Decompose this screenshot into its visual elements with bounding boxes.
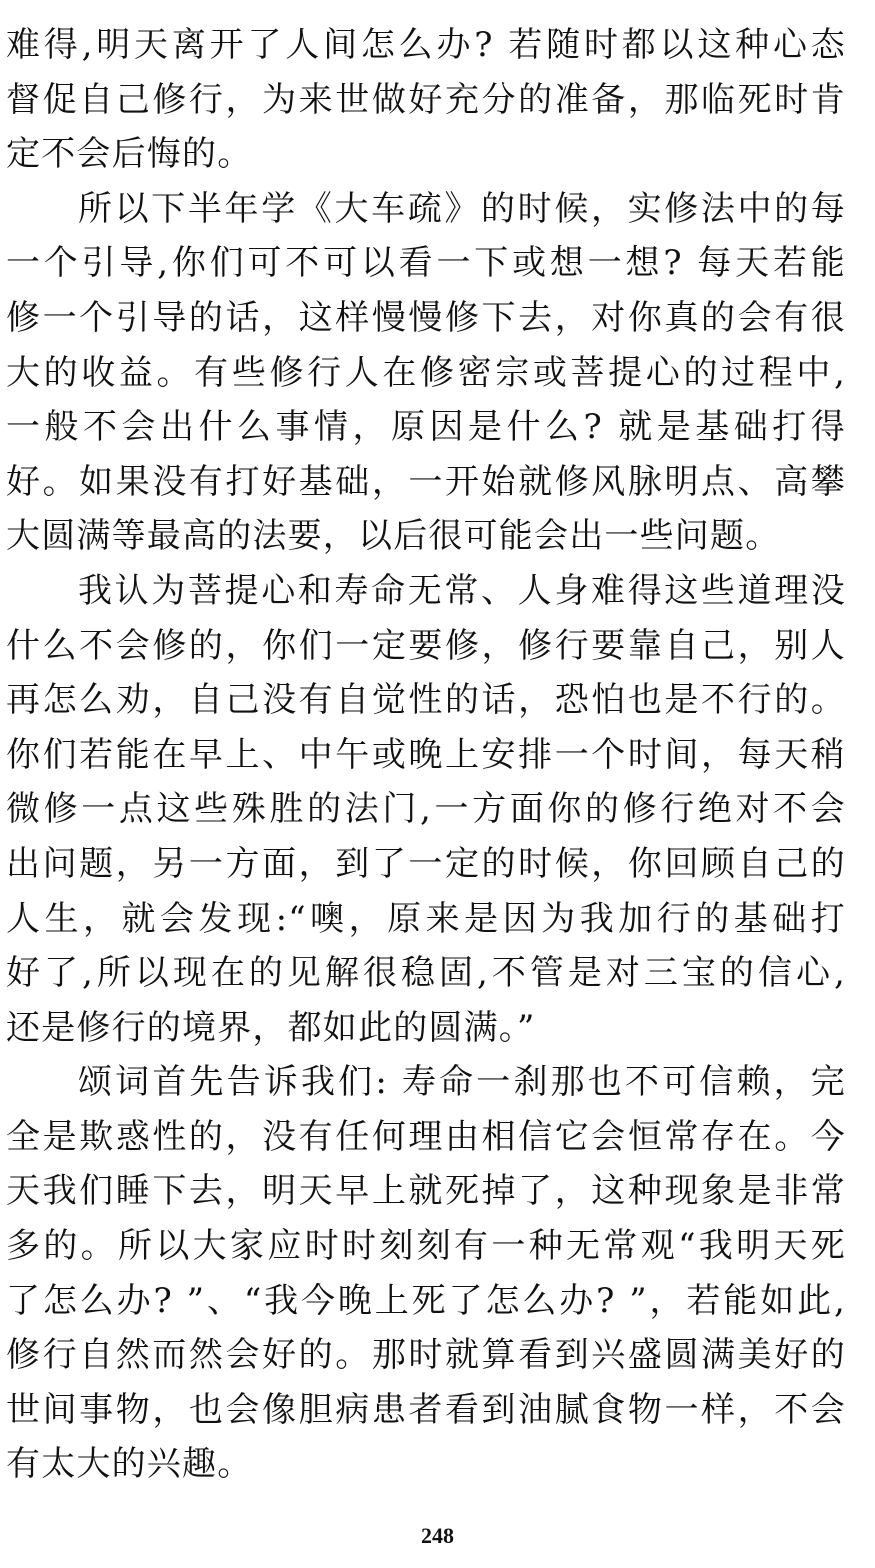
text-line: 所以下半年学《大车疏》的时候，实修法中的每 <box>78 188 846 229</box>
text-line: 好了,所以现在的见解很稳固,不管是对三宝的信心, <box>6 953 846 994</box>
text-line: 一般不会出什么事情，原因是什么? 就是基础打得 <box>6 407 846 448</box>
text-line: 大的收益。有些修行人在修密宗或菩提心的过程中, <box>6 352 846 393</box>
text-line: 有太大的兴趣。 <box>6 1444 253 1485</box>
text-line: 出问题，另一方面，到了一定的时候，你回顾自己的 <box>6 843 846 884</box>
text-line: 人生，就会发现:“噢，原来是因为我加行的基础打 <box>6 898 846 939</box>
text-line: 多的。所以大家应时时刻刻有一种无常观“我明天死 <box>6 1226 846 1267</box>
text-line: 我认为菩提心和寿命无常、人身难得这些道理没 <box>78 570 846 611</box>
text-line: 你们若能在早上、中午或晚上安排一个时间，每天稍 <box>6 734 846 775</box>
paragraph <box>6 564 846 1055</box>
paragraph <box>6 182 846 564</box>
body-text <box>6 18 846 1492</box>
text-line: 大圆满等最高的法要，以后很可能会出一些问题。 <box>6 516 781 557</box>
text-line: 好。如果没有打好基础，一开始就修风脉明点、高攀 <box>6 461 846 502</box>
page-number: 248 <box>421 1523 454 1548</box>
text-line: 什么不会修的，你们一定要修，修行要靠自己，别人 <box>6 625 846 666</box>
text-line: 世间事物，也会像胆病患者看到油腻食物一样，不会 <box>6 1389 846 1430</box>
paragraph <box>6 18 846 182</box>
text-line: 颂词首先告诉我们: 寿命一刹那也不可信赖，完 <box>78 1062 846 1103</box>
text-line: 天我们睡下去，明天早上就死掉了，这种现象是非常 <box>6 1171 846 1212</box>
text-line: 修行自然而然会好的。那时就算看到兴盛圆满美好的 <box>6 1335 846 1376</box>
text-line: 督促自己修行，为来世做好充分的准备，那临死时肯 <box>6 79 846 120</box>
text-line: 难得,明天离开了人间怎么办? 若随时都以这种心态 <box>6 25 846 65</box>
text-line: 定不会后悔的。 <box>6 134 253 175</box>
text-line: 全是欺惑性的，没有任何理由相信它会恒常存在。今 <box>6 1116 846 1157</box>
text-line: 一个引导,你们可不可以看一下或想一想? 每天若能 <box>6 243 846 284</box>
text-line: 还是修行的境界，都如此的圆满。” <box>6 1007 536 1048</box>
text-line: 修一个引导的话，这样慢慢修下去，对你真的会有很 <box>6 297 846 338</box>
text-line: 再怎么劝，自己没有自觉性的话，恐怕也是不行的。 <box>6 680 846 721</box>
paragraph <box>6 1055 846 1492</box>
text-line: 了怎么办? ”、“我今晚上死了怎么办? ”，若能如此, <box>6 1280 846 1321</box>
text-line: 微修一点这些殊胜的法门,一方面你的修行绝对不会 <box>6 789 846 830</box>
